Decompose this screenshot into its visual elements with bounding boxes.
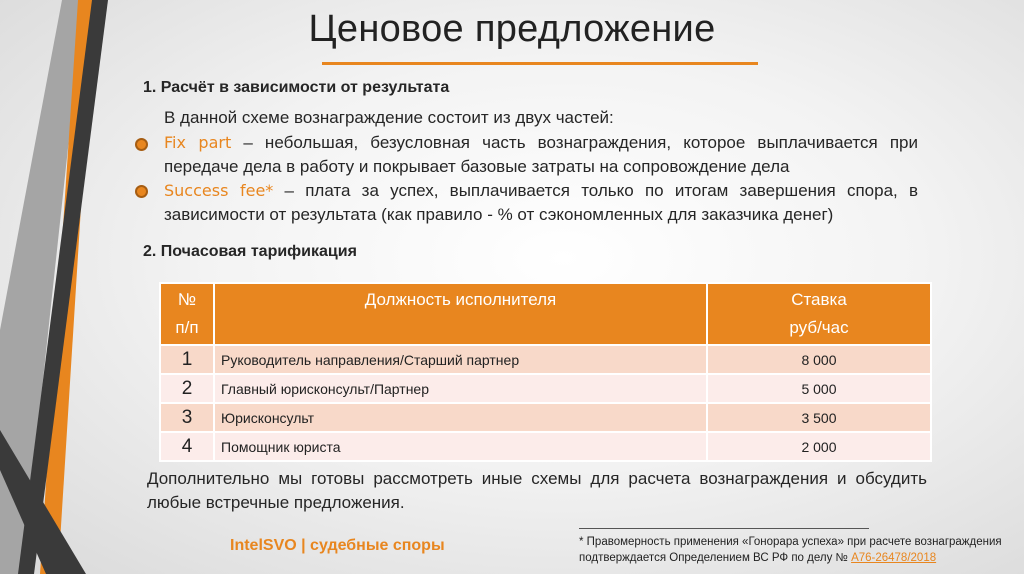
case-link[interactable]: А76-26478/2018	[851, 552, 937, 564]
fix-part-text: – небольшая, безусловная часть вознаграждения, которое выплачивается при передаче дела в работу и покрывает базовые затраты на сопровождение дела	[164, 133, 918, 176]
brand-footer: IntelSVO | судебные споры	[230, 537, 445, 554]
section1-intro: В данной схеме вознаграждение состоит из двух частей:	[164, 108, 614, 127]
row-position: Главный юрисконсульт/Партнер	[214, 374, 707, 403]
footnote-line1: * Правомерность применения «Гонорара успеха» при расчете вознаграждения	[579, 536, 1002, 548]
decorative-stripes	[0, 0, 120, 574]
footnote-line2-text: подтверждается Определением ВС РФ по делу №	[579, 552, 852, 564]
table-header-row	[160, 283, 931, 345]
row-rate: 8 000	[707, 345, 931, 374]
row-rate: 3 500	[707, 403, 931, 432]
table-row	[160, 432, 931, 461]
header-num	[160, 283, 214, 345]
success-fee-text: – плата за успех, выплачивается только по итогам завершения спора, в зависимости от результата (как правило - % от сэкономленных для заказчика денег)	[164, 181, 918, 224]
header-rate	[707, 283, 931, 345]
table-row	[160, 374, 931, 403]
header-num-line2: п/п	[175, 318, 199, 337]
success-fee-keyword: Success fee*	[164, 181, 274, 200]
fix-part-keyword: Fix part	[164, 133, 232, 152]
row-num: 1	[160, 345, 214, 374]
table-row	[160, 403, 931, 432]
additional-note: Дополнительно мы готовы рассмотреть иные схемы для расчета вознаграждения и обсудить любые встречные предложения.	[147, 469, 927, 512]
header-num-line1: №	[177, 290, 197, 309]
row-rate: 5 000	[707, 374, 931, 403]
header-position: Должность исполнителя	[214, 283, 707, 345]
footnote-separator	[579, 528, 869, 529]
row-num: 2	[160, 374, 214, 403]
fix-part-item	[164, 131, 918, 179]
row-position: Руководитель направления/Старший партнер	[214, 345, 707, 374]
success-fee-item	[164, 179, 918, 227]
section2-heading: 2. Почасовая тарификация	[143, 243, 357, 260]
row-rate: 2 000	[707, 432, 931, 461]
title-underline	[322, 62, 758, 65]
footnote-line2	[579, 550, 1019, 566]
header-rate-line1: Ставка	[791, 290, 847, 309]
footnote	[579, 534, 1019, 566]
row-position: Юрисконсульт	[214, 403, 707, 432]
row-num: 4	[160, 432, 214, 461]
row-num: 3	[160, 403, 214, 432]
section1-heading: 1. Расчёт в зависимости от результата	[143, 79, 450, 96]
rates-table	[159, 282, 932, 462]
page-title: Ценовое предложение	[308, 8, 716, 50]
bullet-icon	[135, 185, 148, 198]
bullet-icon	[135, 138, 148, 151]
header-rate-line2: руб/час	[789, 318, 849, 337]
row-position: Помощник юриста	[214, 432, 707, 461]
table-row	[160, 345, 931, 374]
